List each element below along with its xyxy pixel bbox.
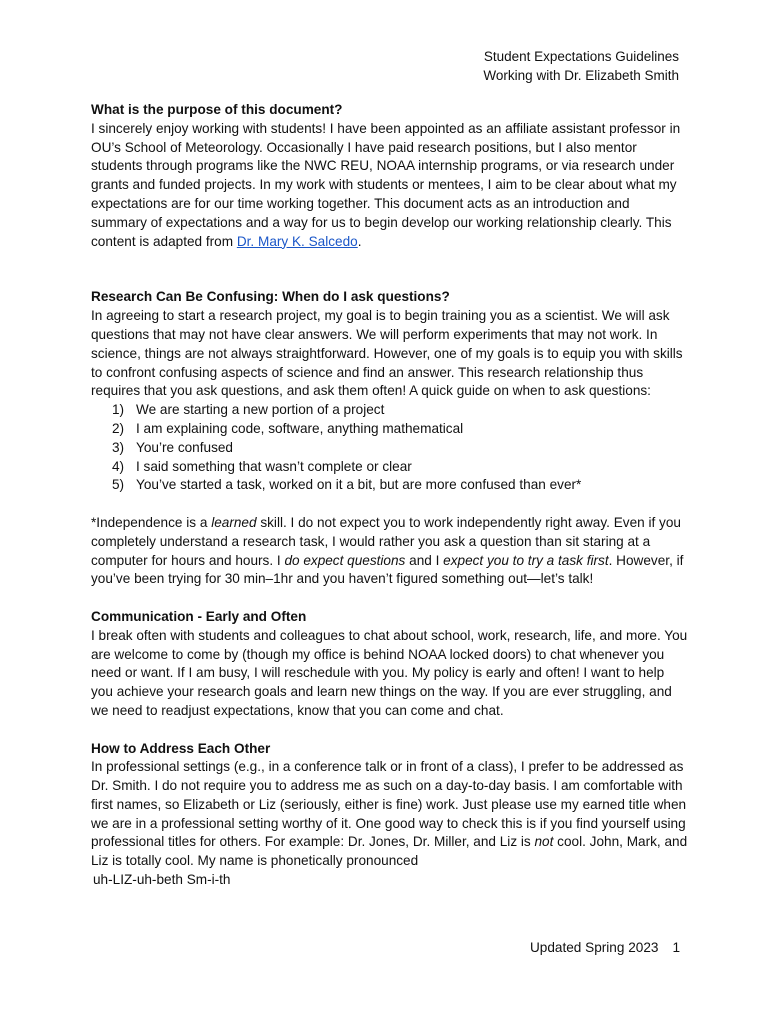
independence-text: *Independence is a — [91, 514, 212, 530]
purpose-paragraph — [91, 120, 689, 252]
communication-paragraph: I break often with students and colleagues to chat about school, work, research, life, and more. You are welcome to come by (though my office is behind NOAA locked doors) to chat whenever you need or want. If I am busy, I will reschedule with you. My policy is early and often! I want to help you achieve your research goals and learn new things on the way. If you are ever struggling, and we need to readjust expectations, know that you can come and chat. — [91, 627, 688, 718]
purpose-section — [91, 101, 689, 251]
independence-text: and I — [405, 552, 444, 568]
page-footer — [530, 940, 680, 955]
list-item — [91, 458, 689, 477]
pronunciation: uh-LIZ-uh-beth Sm-i-th — [93, 872, 231, 888]
list-item-text: We are starting a new portion of a project — [136, 402, 385, 418]
research-section — [91, 288, 689, 495]
list-number: 4) — [112, 458, 125, 474]
list-item-text: I am explaining code, software, anything mathematical — [136, 420, 464, 436]
list-item — [91, 476, 689, 495]
independence-emphasis-questions: do expect questions — [284, 552, 406, 568]
independence-section — [91, 514, 689, 589]
updated-label: Updated Spring 2023 — [529, 940, 659, 955]
header-title: Student Expectations Guidelines — [483, 49, 679, 64]
address-text: cool. John, Mark, and Liz is totally cool. My name is phonetically pronounced — [91, 834, 688, 869]
list-item — [91, 439, 689, 458]
list-number: 1) — [112, 402, 125, 418]
document-body — [91, 101, 689, 890]
page-number: 1 — [672, 940, 680, 955]
communication-heading: Communication - Early and Often — [91, 608, 307, 624]
list-number: 2) — [112, 420, 125, 436]
questions-list — [91, 401, 689, 495]
address-emphasis-not: not — [534, 834, 554, 850]
header-subtitle: Working with Dr. Elizabeth Smith — [483, 68, 679, 83]
list-item-text: You’re confused — [136, 439, 233, 455]
research-paragraph: In agreeing to start a research project, my goal is to begin training you as a scientist. We will ask questions that may not have clear answers. We will perform experiments that may not work. In science, things are not always straightforward. However, one of my goals is to equip you with skills to confront confusing aspects of science and find an answer. This research relationship thus requires that you ask questions, and ask them often! A quick guide on when to ask questions: — [91, 308, 683, 399]
communication-section — [91, 608, 689, 721]
salcedo-link[interactable]: Dr. Mary K. Salcedo — [236, 233, 358, 249]
independence-paragraph — [91, 514, 689, 589]
list-number: 5) — [112, 477, 125, 493]
independence-text: skill. I do not expect you to work independently right away. Even if you completely understand a research task, I would rather you ask a question than sit staring at a computer for hours and hours. I — [91, 514, 681, 568]
list-item-text: I said something that wasn’t complete or clear — [136, 458, 412, 474]
independence-text: . However, if you’ve been trying for 30 min–1hr and you haven’t figured something out—let’s talk! — [91, 552, 684, 587]
independence-emphasis-learned: learned — [211, 514, 257, 530]
purpose-text-end: . — [357, 233, 362, 249]
independence-emphasis-try: expect you to try a task first — [443, 552, 609, 568]
address-section — [91, 740, 689, 890]
list-item — [91, 420, 689, 439]
address-paragraph — [91, 758, 689, 871]
list-item — [91, 401, 689, 420]
purpose-text: I sincerely enjoy working with students! I have been appointed as an affiliate assistant professor in OU’s School of Meteorology. Occasionally I have paid research positions, but I also mentor students through programs like the NWC REU, NOAA internship programs, or via research under grants and funded projects. In my work with students or mentees, I aim to be clear about what my expectations are for our time working together. This document acts as an introduction and summary of expectations and a way for us to begin develop our working relationship clearly. This content is adapted from — [91, 120, 681, 249]
address-text: In professional settings (e.g., in a conference talk or in front of a class), I prefer to be addressed as Dr. Smith. I do not require you to address me as such on a day-to-day basis. I am comfortable with first names, so Elizabeth or Liz (seriously, either is fine) work. Just please use my earned title when we are in a professional setting worthy of it. One good way to check this is if you find yourself using professional titles for others. For example: Dr. Jones, Dr. Miller, and Liz is — [91, 759, 687, 850]
address-heading: How to Address Each Other — [91, 740, 271, 756]
purpose-heading: What is the purpose of this document? — [91, 102, 343, 117]
list-item-text: You’ve started a task, worked on it a bit, but are more confused than ever* — [136, 477, 582, 493]
list-number: 3) — [112, 439, 125, 455]
document-header — [483, 47, 679, 85]
research-heading: Research Can Be Confusing: When do I ask questions? — [91, 289, 450, 305]
